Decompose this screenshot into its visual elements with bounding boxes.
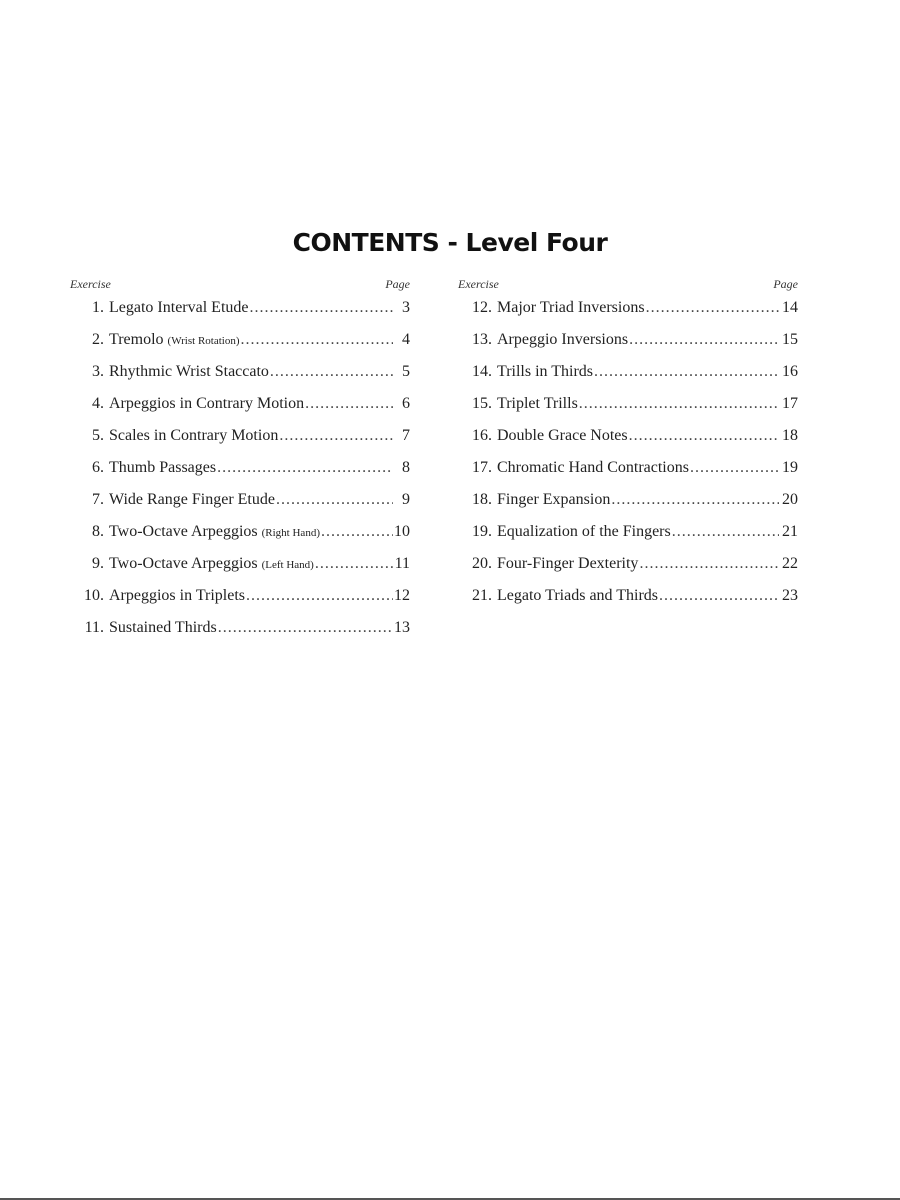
dot-leader: [594, 356, 779, 388]
entry-title: Two-Octave Arpeggios: [109, 555, 258, 572]
entry-title: Legato Triads and Thirds: [497, 587, 659, 604]
entry-list: [70, 292, 410, 644]
page-header: Page: [385, 277, 410, 291]
entry-page-number: 10: [394, 523, 410, 540]
exercise-header: Exercise: [70, 277, 111, 291]
entry-page-number: 5: [402, 363, 410, 380]
entry-title: Double Grace Notes: [497, 427, 628, 444]
entry-title: Equalization of the Fingers: [497, 523, 671, 540]
entry-number: 19.: [472, 523, 492, 540]
dot-leader: [672, 516, 779, 548]
dot-leader: [276, 484, 393, 516]
entry-number: 5.: [92, 427, 104, 444]
entry-subtitle: (Left Hand): [261, 559, 314, 571]
contents-entry: [458, 452, 798, 484]
entry-number: 12.: [472, 299, 492, 316]
entry-number: 11.: [84, 619, 104, 636]
contents-entry: [70, 324, 410, 356]
entry-page-number: 12: [394, 587, 410, 604]
entry-page-number: 22: [782, 555, 798, 572]
entry-number: 14.: [472, 363, 492, 380]
contents-entry: [458, 292, 798, 324]
entry-title: Wide Range Finger Etude: [109, 491, 275, 508]
entry-title: Scales in Contrary Motion: [109, 427, 279, 444]
entry-number: 13.: [472, 331, 492, 348]
column-header: [70, 276, 410, 292]
contents-entry: [458, 420, 798, 452]
entry-title: Arpeggios in Triplets: [109, 587, 246, 604]
entry-title: Major Triad Inversions: [497, 299, 645, 316]
entry-number: 3.: [92, 363, 104, 380]
entry-number: 2.: [92, 331, 104, 348]
entry-title: Four-Finger Dexterity: [497, 555, 639, 572]
entry-page-number: 23: [782, 587, 798, 604]
contents-entry: [458, 356, 798, 388]
entry-list: [458, 292, 798, 612]
contents-entry: [458, 324, 798, 356]
entry-number: 18.: [472, 491, 492, 508]
contents-entry: [70, 420, 410, 452]
entry-page-number: 16: [782, 363, 798, 380]
contents-column-left: [70, 276, 410, 644]
dot-leader: [629, 420, 779, 452]
entry-title: Rhythmic Wrist Staccato: [109, 363, 269, 380]
entry-page-number: 4: [402, 331, 410, 348]
contents-column-right: [458, 276, 798, 612]
dot-leader: [629, 324, 779, 356]
entry-title: Legato Interval Etude: [109, 299, 249, 316]
dot-leader: [218, 612, 393, 644]
column-header: [458, 276, 798, 292]
contents-entry: [70, 388, 410, 420]
dot-leader: [321, 516, 393, 548]
entry-page-number: 11: [394, 555, 410, 572]
dot-leader: [690, 452, 779, 484]
entry-number: 7.: [92, 491, 104, 508]
entry-title: Thumb Passages: [109, 459, 217, 476]
entry-number: 1.: [92, 299, 104, 316]
entry-number: 9.: [92, 555, 104, 572]
entry-title: Arpeggio Inversions: [497, 331, 629, 348]
entry-page-number: 17: [782, 395, 798, 412]
dot-leader: [217, 452, 393, 484]
entry-subtitle: (Wrist Rotation): [167, 335, 240, 347]
contents-entry: [70, 580, 410, 612]
entry-page-number: 13: [394, 619, 410, 636]
dot-leader: [270, 356, 393, 388]
entry-page-number: 19: [782, 459, 798, 476]
dot-leader: [250, 292, 394, 324]
dot-leader: [579, 388, 779, 420]
entry-number: 10.: [84, 587, 104, 604]
page-title: CONTENTS - Level Four: [292, 228, 608, 257]
entry-subtitle: (Right Hand): [261, 527, 320, 539]
contents-entry: [70, 292, 410, 324]
entry-number: 8.: [92, 523, 104, 540]
dot-leader: [315, 548, 393, 580]
entry-number: 20.: [472, 555, 492, 572]
entry-title: Trills in Thirds: [497, 363, 594, 380]
page-header: Page: [773, 277, 798, 291]
dot-leader: [305, 388, 393, 420]
entry-page-number: 14: [782, 299, 798, 316]
entry-page-number: 9: [402, 491, 410, 508]
dot-leader: [659, 580, 779, 612]
entry-number: 16.: [472, 427, 492, 444]
contents-entry: [458, 484, 798, 516]
entry-page-number: 6: [402, 395, 410, 412]
entry-title: Sustained Thirds: [109, 619, 217, 636]
entry-title: Chromatic Hand Contractions: [497, 459, 689, 476]
entry-title: Two-Octave Arpeggios: [109, 523, 258, 540]
entry-number: 21.: [472, 587, 492, 604]
contents-entry: [458, 580, 798, 612]
dot-leader: [639, 548, 779, 580]
contents-entry: [70, 484, 410, 516]
entry-page-number: 3: [402, 299, 410, 316]
entry-page-number: 20: [782, 491, 798, 508]
entry-title: Finger Expansion: [497, 491, 611, 508]
entry-title: Tremolo: [109, 331, 164, 348]
entry-page-number: 15: [782, 331, 798, 348]
dot-leader: [646, 292, 779, 324]
exercise-header: Exercise: [458, 277, 499, 291]
entry-page-number: 18: [782, 427, 798, 444]
dot-leader: [611, 484, 779, 516]
contents-entry: [458, 548, 798, 580]
dot-leader: [279, 420, 393, 452]
entry-page-number: 8: [402, 459, 410, 476]
contents-entry: [458, 516, 798, 548]
contents-entry: [458, 388, 798, 420]
dot-leader: [246, 580, 393, 612]
contents-entry: [70, 516, 410, 548]
contents-entry: [70, 356, 410, 388]
entry-number: 6.: [92, 459, 104, 476]
entry-title: Triplet Trills: [497, 395, 578, 412]
contents-entry: [70, 452, 410, 484]
dot-leader: [241, 324, 394, 356]
entry-number: 15.: [472, 395, 492, 412]
entry-number: 17.: [472, 459, 492, 476]
contents-entry: [70, 612, 410, 644]
contents-entry: [70, 548, 410, 580]
entry-number: 4.: [92, 395, 104, 412]
entry-title: Arpeggios in Contrary Motion: [109, 395, 305, 412]
entry-page-number: 21: [782, 523, 798, 540]
entry-page-number: 7: [402, 427, 410, 444]
